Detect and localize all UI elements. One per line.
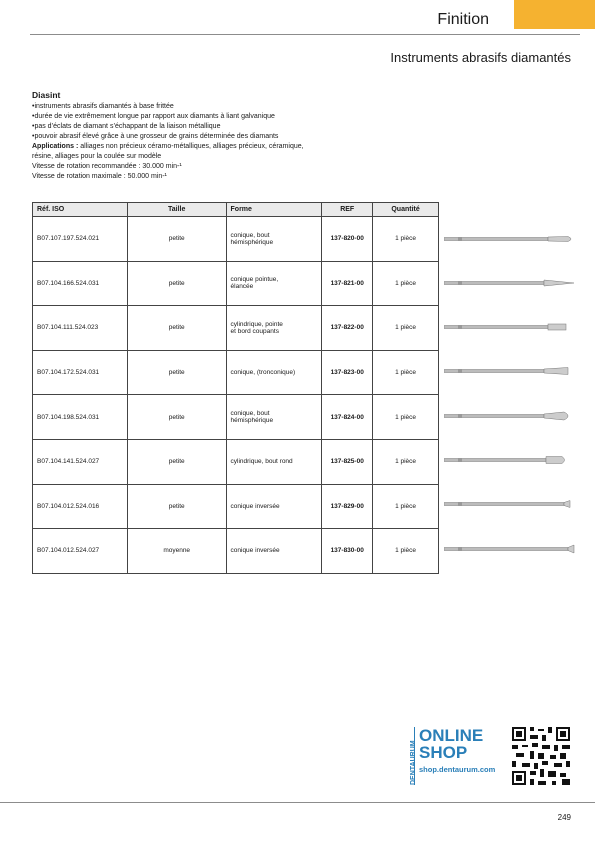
- table-row: [33, 217, 439, 262]
- col-shape: Forme: [226, 203, 322, 217]
- feature-item: • pouvoir abrasif élevé grâce à une grosseur de grains déterminée des diamants: [32, 132, 412, 142]
- col-size: Taille: [127, 203, 226, 217]
- shape-line-1: conique inversée: [230, 502, 280, 510]
- bur-image-inverted-cone-small: [444, 499, 580, 509]
- shop-online-label: ONLINE: [419, 726, 484, 745]
- table-row: [33, 484, 439, 529]
- shape-line-1: conique pointue,: [230, 276, 279, 284]
- cell-ref-iso: B07.104.198.524.031: [33, 395, 128, 440]
- product-heading: Diasint: [32, 90, 61, 100]
- bur-image-pointed-cone: [444, 278, 580, 288]
- table-row: [33, 261, 439, 306]
- cell-size: petite: [127, 350, 226, 395]
- product-description: [32, 90, 412, 182]
- table-row: [33, 306, 439, 351]
- page-title: Finition: [437, 11, 489, 28]
- cell-qty: 1 pièce: [373, 261, 439, 306]
- cell-size: petite: [127, 261, 226, 306]
- applications: [32, 142, 412, 152]
- cell-shape: [226, 529, 322, 574]
- cell-shape: [226, 261, 322, 306]
- cell-ref: 137-829-00: [322, 484, 373, 529]
- product-table: [32, 202, 439, 574]
- cell-shape: [226, 395, 322, 440]
- cell-ref-iso: B07.104.111.524.023: [33, 306, 128, 351]
- applications-text-cont: résine, alliages pour la coulée sur modèle: [32, 153, 162, 160]
- cell-size: petite: [127, 395, 226, 440]
- cell-qty: 1 pièce: [373, 217, 439, 262]
- cell-shape: [226, 350, 322, 395]
- cell-ref: 137-821-00: [322, 261, 373, 306]
- shape-line-1: conique inversée: [230, 547, 280, 555]
- shape-line-1: conique, bout: [230, 410, 270, 418]
- feature-item: • instruments abrasifs diamantés à base frittée: [32, 102, 412, 112]
- cell-size: moyenne: [127, 529, 226, 574]
- cell-ref: 137-820-00: [322, 217, 373, 262]
- qr-code-icon[interactable]: [512, 727, 570, 785]
- shape-line-1: cylindrique, bout rond: [230, 458, 293, 466]
- cell-ref-iso: B07.104.141.524.027: [33, 439, 128, 484]
- cell-ref: 137-823-00: [322, 350, 373, 395]
- speed-recommended: Vitesse de rotation recommandée : 30.000 min-¹: [32, 163, 182, 170]
- bur-image-truncated-cone: [444, 366, 580, 376]
- cell-ref-iso: B07.104.012.524.016: [33, 484, 128, 529]
- cell-qty: 1 pièce: [373, 529, 439, 574]
- cell-qty: 1 pièce: [373, 484, 439, 529]
- cell-size: petite: [127, 484, 226, 529]
- footer-divider: [0, 802, 595, 803]
- feature-list: [32, 102, 412, 142]
- cell-ref-iso: B07.107.197.524.021: [33, 217, 128, 262]
- table-row: [33, 439, 439, 484]
- page-number: 249: [557, 813, 571, 822]
- table-row: [33, 395, 439, 440]
- shape-line-1: cylindrique, pointe: [230, 320, 283, 328]
- cell-qty: 1 pièce: [373, 350, 439, 395]
- cell-qty: 1 pièce: [373, 306, 439, 351]
- col-qty: Quantité: [373, 203, 439, 217]
- shape-line-2: et bord coupants: [230, 327, 279, 335]
- cell-ref: 137-822-00: [322, 306, 373, 351]
- cell-size: petite: [127, 439, 226, 484]
- shape-line-2: élancée: [230, 283, 254, 291]
- brand-name: DENTAURUM: [410, 740, 417, 785]
- shop-shop-label: SHOP: [419, 743, 468, 762]
- table-row: [33, 350, 439, 395]
- applications-text: alliages non précieux céramo-métalliques, alliages précieux, céramique,: [78, 143, 304, 150]
- bur-image-cylinder-pointed: [444, 322, 580, 332]
- bur-image-cylinder-round: [444, 455, 580, 465]
- shape-line-1: conique, (tronconique): [230, 369, 296, 377]
- cell-qty: 1 pièce: [373, 395, 439, 440]
- brand-vertical: [400, 727, 417, 785]
- cell-shape: [226, 484, 322, 529]
- shop-text-block: [414, 727, 510, 785]
- shop-url-link[interactable]: shop.dentaurum.com: [419, 765, 496, 774]
- cell-qty: 1 pièce: [373, 439, 439, 484]
- cell-ref-iso: B07.104.012.524.027: [33, 529, 128, 574]
- online-shop-banner[interactable]: [400, 727, 580, 785]
- feature-item: • pas d’éclats de diamant s’échappant de la liaison métallique: [32, 122, 412, 132]
- table-row: [33, 529, 439, 574]
- section-subtitle: Instruments abrasifs diamantés: [390, 50, 571, 65]
- header-divider: [30, 34, 580, 35]
- shape-line-1: conique, bout: [230, 231, 270, 239]
- shape-line-2: hémisphérique: [230, 238, 274, 246]
- cell-shape: [226, 306, 322, 351]
- cell-ref-iso: B07.104.172.524.031: [33, 350, 128, 395]
- table-header-row: [33, 203, 439, 217]
- cell-ref: 137-825-00: [322, 439, 373, 484]
- cell-size: petite: [127, 306, 226, 351]
- col-ref: REF: [322, 203, 373, 217]
- cell-ref-iso: B07.104.166.524.031: [33, 261, 128, 306]
- feature-item: • durée de vie extrêmement longue par rapport aux diamants à liant galvanique: [32, 112, 412, 122]
- applications-label: Applications :: [32, 143, 79, 150]
- cell-shape: [226, 217, 322, 262]
- cell-shape: [226, 439, 322, 484]
- header-accent-box: [514, 0, 595, 29]
- cell-ref: 137-824-00: [322, 395, 373, 440]
- bur-image-inverted-cone-medium: [444, 544, 580, 554]
- cell-size: petite: [127, 217, 226, 262]
- bur-image-hemispherical-cone-2: [444, 411, 580, 421]
- bur-image-hemispherical-cone: [444, 234, 580, 244]
- shape-line-2: hémisphérique: [230, 417, 274, 425]
- col-ref-iso: Réf. ISO: [33, 203, 128, 217]
- speed-max: Vitesse de rotation maximale : 50.000 min-¹: [32, 173, 167, 180]
- cell-ref: 137-830-00: [322, 529, 373, 574]
